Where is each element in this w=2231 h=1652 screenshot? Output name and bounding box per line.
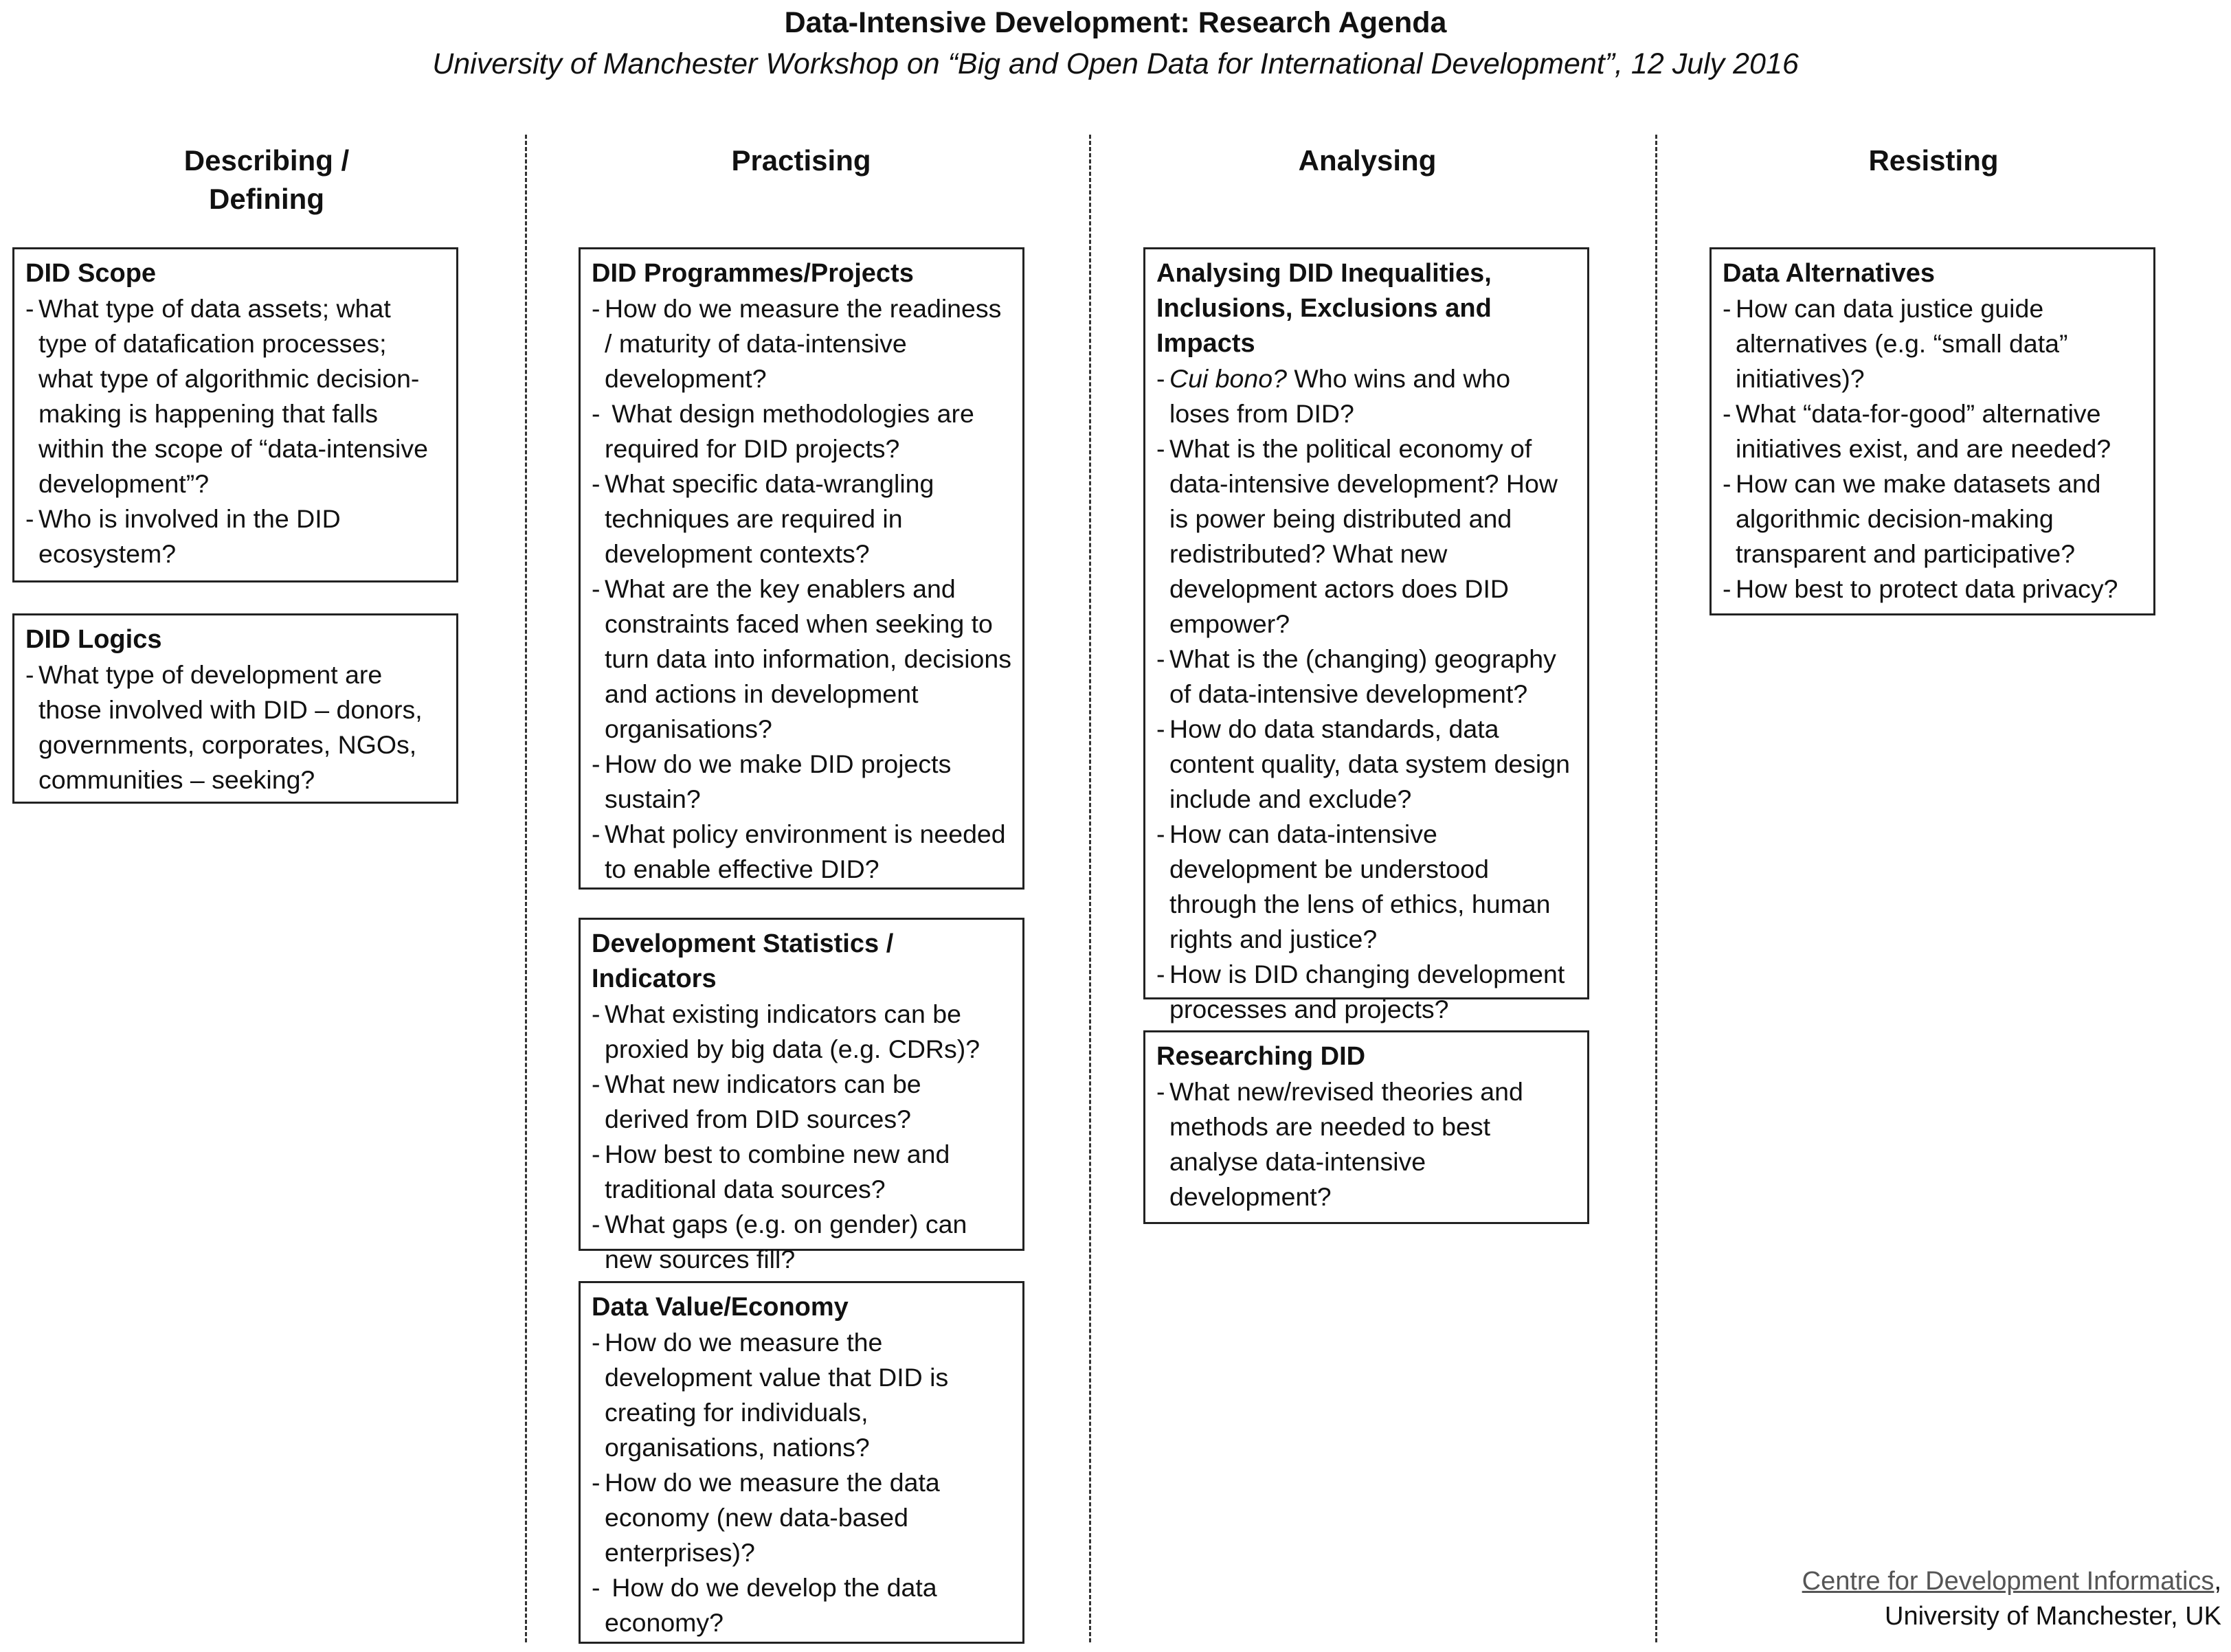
box-title: DID Programmes/Projects bbox=[592, 259, 914, 288]
list-item: - What is the political economy of data-intensive development? How is power being distributed and redistributed? What new development actors does DID empower? bbox=[1156, 431, 1578, 642]
list-item: - How can data justice guide alternatives (e.g. “small data” initiatives)? bbox=[1723, 291, 2144, 396]
box-researching-did bbox=[1143, 1030, 1589, 1224]
box-title: Data Value/Economy bbox=[592, 1293, 849, 1322]
box-title: Analysing DID Inequalities, Inclusions, Exclusions and Impacts bbox=[1156, 259, 1492, 358]
footer-line-2: University of Manchester, UK bbox=[1885, 1602, 2221, 1631]
list-item: - What is the (changing) geography of data-intensive development? bbox=[1156, 642, 1578, 712]
list-item: - What “data-for-good” alternative initiatives exist, and are needed? bbox=[1723, 396, 2144, 466]
list-item: - How do we measure the data economy (new data-based enterprises)? bbox=[592, 1465, 1013, 1570]
footer-line-1 bbox=[1802, 1564, 2221, 1599]
box-data-alternatives bbox=[1709, 247, 2155, 615]
list-item: - How do we measure the readiness / maturity of data-intensive development? bbox=[592, 291, 1013, 396]
cdi-link[interactable]: Centre for Development Informatics bbox=[1802, 1567, 2215, 1596]
column-heading-resisting: Resisting bbox=[1868, 144, 1999, 177]
list-item: - How do data standards, data content quality, data system design include and exclude? bbox=[1156, 712, 1578, 817]
column-divider bbox=[1089, 135, 1091, 1642]
box-did-scope bbox=[12, 247, 458, 582]
list-item: - How best to protect data privacy? bbox=[1723, 572, 2144, 607]
column-heading-practising: Practising bbox=[731, 144, 871, 177]
footer-comma: , bbox=[2214, 1567, 2221, 1596]
box-data-value-economy bbox=[579, 1281, 1024, 1644]
page-title: Data-Intensive Development: Research Agenda bbox=[784, 6, 1447, 39]
list-item: - What design methodologies are required for DID projects? bbox=[592, 396, 1013, 466]
box-title: Data Alternatives bbox=[1723, 259, 1936, 288]
question-list bbox=[592, 997, 1013, 1277]
box-title: Development Statistics / Indicators bbox=[592, 929, 894, 993]
box-title: DID Logics bbox=[25, 625, 162, 654]
footer-credit bbox=[1802, 1564, 2221, 1634]
list-item: - How is DID changing development processes and projects? bbox=[1156, 957, 1578, 1027]
list-item: - What policy environment is needed to enable effective DID? bbox=[592, 817, 1013, 887]
box-title: DID Scope bbox=[25, 259, 157, 288]
column-heading-line: Describing / Defining bbox=[183, 144, 350, 215]
box-did-logics bbox=[12, 613, 458, 804]
page-subtitle: University of Manchester Workshop on “Big and Open Data for International Development”, 12 July 2016 bbox=[432, 47, 1799, 80]
list-item: - How do we make DID projects sustain? bbox=[592, 747, 1013, 817]
cui-bono-italic: Cui bono? bbox=[1169, 364, 1287, 393]
column-heading-analysing: Analysing bbox=[1298, 144, 1437, 177]
box-development-statistics-indicators bbox=[579, 918, 1024, 1274]
list-item: - What type of development are those involved with DID – donors, governments, corporates, NGOs, communities – seeking? bbox=[25, 657, 447, 797]
question-list bbox=[592, 1325, 1013, 1640]
list-item: - How do we measure the development value that DID is creating for individuals, organisations, nations? bbox=[592, 1325, 1013, 1465]
list-item: - What are the key enablers and constraints faced when seeking to turn data into information, decisions and actions in development organisations? bbox=[592, 572, 1013, 747]
question-list bbox=[1156, 1074, 1578, 1214]
question-list bbox=[25, 657, 447, 797]
list-item: - What new indicators can be derived from DID sources? bbox=[592, 1067, 1013, 1137]
question-list bbox=[1156, 361, 1578, 1027]
list-item: - What existing indicators can be proxied by big data (e.g. CDRs)? bbox=[592, 997, 1013, 1067]
column-divider bbox=[1655, 135, 1657, 1642]
list-item-rest: Who wins and who loses from DID? bbox=[1169, 364, 1511, 428]
question-list bbox=[592, 291, 1013, 887]
box-title: Researching DID bbox=[1156, 1042, 1366, 1071]
box-analysing-did-inequalities bbox=[1143, 247, 1589, 1023]
question-list bbox=[25, 291, 447, 572]
list-item: - What new/revised theories and methods are needed to best analyse data-intensive development? bbox=[1156, 1074, 1578, 1214]
list-item: - What gaps (e.g. on gender) can new sources fill? bbox=[592, 1207, 1013, 1277]
list-item: - How can data-intensive development be understood through the lens of ethics, human rights and justice? bbox=[1156, 817, 1578, 957]
list-item: - How can we make datasets and algorithmic decision-making transparent and participative? bbox=[1723, 466, 2144, 572]
column-divider bbox=[525, 135, 527, 1642]
list-item: - How best to combine new and traditional data sources? bbox=[592, 1137, 1013, 1207]
list-item: - How do we develop the data economy? bbox=[592, 1570, 1013, 1640]
column-heading-describing bbox=[60, 142, 473, 218]
list-item: - What specific data-wrangling techniques are required in development contexts? bbox=[592, 466, 1013, 572]
box-did-programmes-projects bbox=[579, 247, 1024, 890]
list-item bbox=[1156, 361, 1578, 431]
list-item: - Who is involved in the DID ecosystem? bbox=[25, 501, 447, 572]
list-item: - What type of data assets; what type of datafication processes; what type of algorithmic decision-making is happening that falls within the scope of “data-intensive development”? bbox=[25, 291, 447, 501]
question-list bbox=[1723, 291, 2144, 607]
